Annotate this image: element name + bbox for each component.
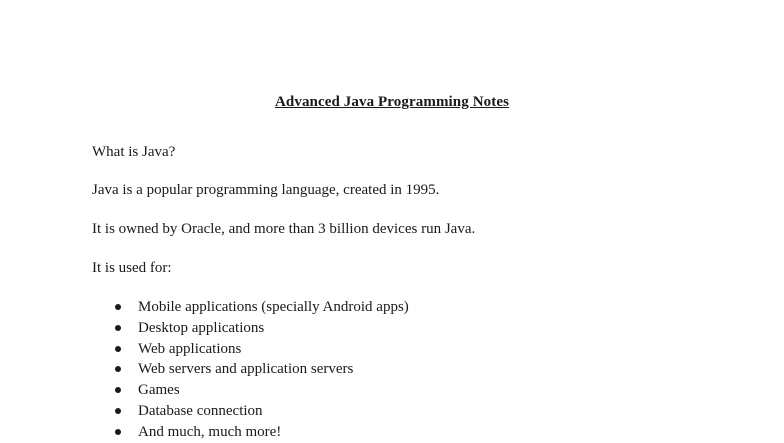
bullet-icon — [115, 387, 121, 393]
bullet-icon — [115, 366, 121, 372]
document-title: Advanced Java Programming Notes — [274, 94, 510, 110]
bullet-icon — [115, 325, 121, 331]
list-item — [112, 339, 409, 360]
list-item-text: And much, much more! — [138, 423, 282, 440]
list-item-text: Mobile applications (specially Android apps) — [138, 299, 409, 315]
list-item-text: Web applications — [138, 340, 242, 357]
bullet-icon — [115, 429, 121, 435]
bullet-icon — [115, 408, 121, 414]
list-item-text: Games — [138, 382, 180, 399]
list-item-text: Database connection — [138, 402, 263, 419]
list-item — [112, 359, 409, 380]
list-item-text: Web servers and application servers — [138, 361, 354, 378]
paragraph-used-for: It is used for: — [92, 260, 172, 276]
paragraph-java-ownership: It is owned by Oracle, and more than 3 billion devices run Java. — [92, 221, 476, 237]
list-item — [112, 318, 409, 339]
list-item — [112, 401, 409, 422]
paragraph-what-is-java: What is Java? — [92, 144, 176, 160]
list-item-text: Desktop applications — [138, 319, 265, 336]
bullet-icon — [115, 346, 121, 352]
list-item — [112, 297, 409, 318]
list-item — [112, 422, 409, 443]
bullet-icon — [115, 304, 121, 310]
paragraph-java-description: Java is a popular programming language, created in 1995. — [92, 182, 440, 198]
list-item — [112, 380, 409, 401]
uses-list — [112, 297, 409, 443]
